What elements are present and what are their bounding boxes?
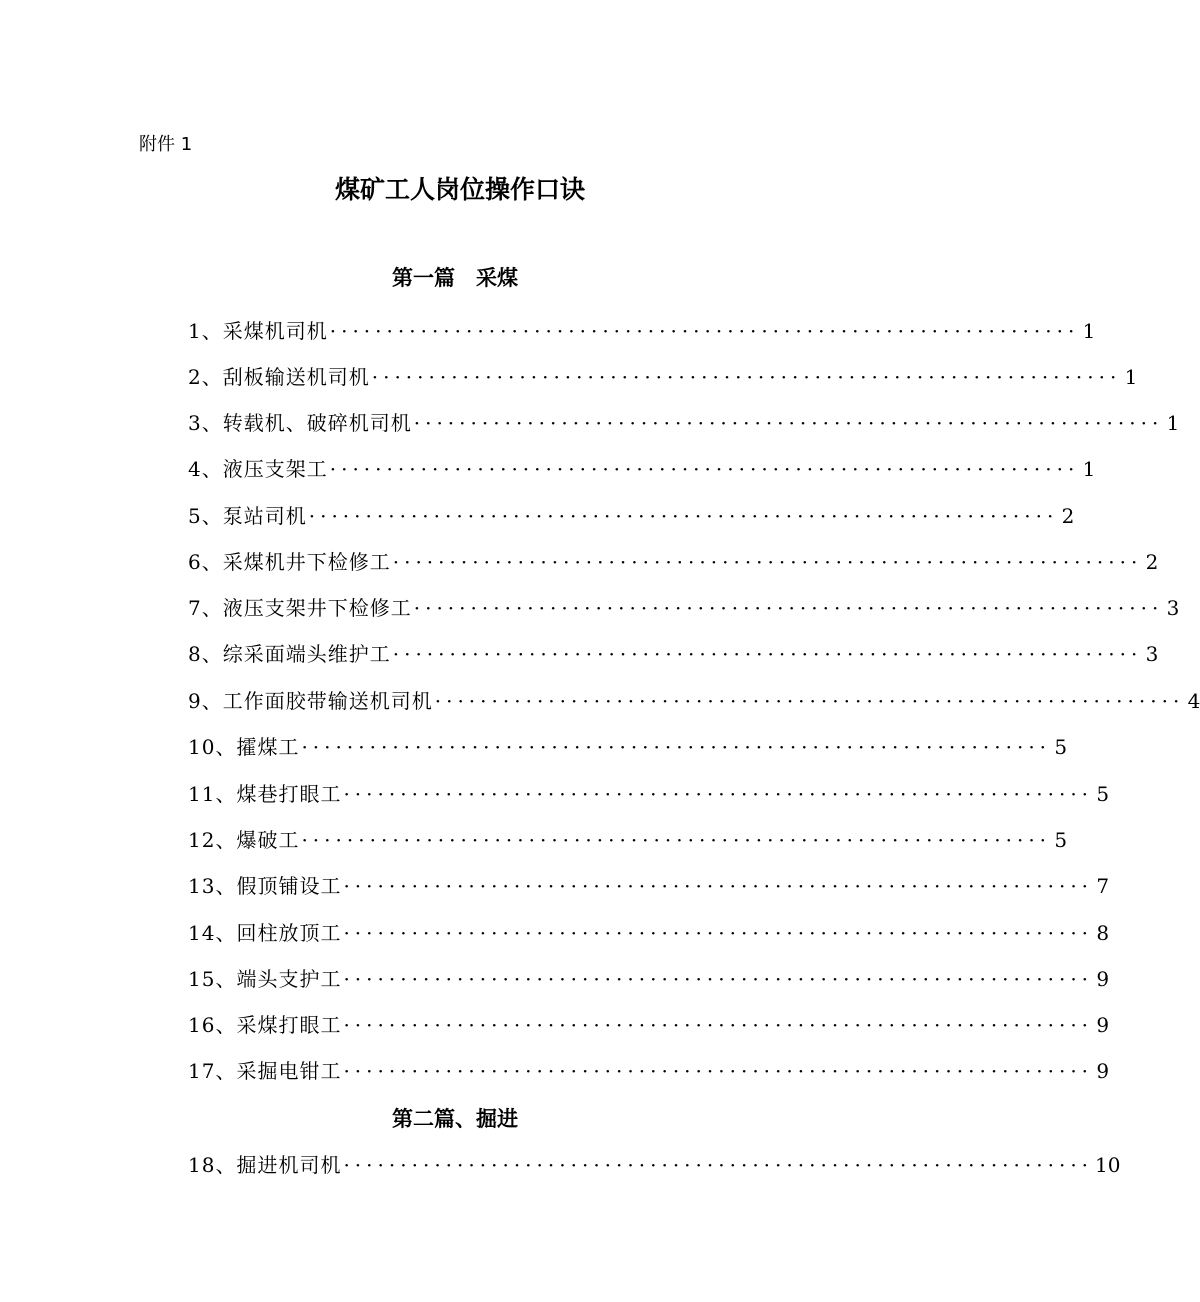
toc-entry-page: 2 — [1145, 550, 1159, 574]
toc-entry[interactable] — [188, 731, 1068, 761]
toc-entry-page: 5 — [1096, 782, 1110, 806]
toc-entry-label: 2、刮板输送机司机 — [188, 365, 370, 389]
toc-leader-dots: ·································································· — [413, 411, 1164, 435]
toc-entry[interactable] — [188, 315, 1096, 345]
section-heading: 第二篇、掘进 — [392, 1106, 518, 1131]
toc-entry-page: 5 — [1054, 828, 1068, 852]
toc-entry[interactable] — [188, 963, 1110, 993]
toc-leader-dots: ·································································· — [343, 874, 1094, 898]
toc-entry-page: 5 — [1054, 735, 1068, 759]
toc-entry-label: 15、端头支护工 — [188, 967, 342, 991]
toc-entry[interactable] — [188, 500, 1075, 530]
toc-leader-dots: ·································································· — [343, 921, 1094, 945]
toc-leader-dots: ·································································· — [434, 689, 1185, 713]
toc-entry-page: 9 — [1096, 1059, 1110, 1083]
toc-entry-label: 7、液压支架井下检修工 — [188, 596, 412, 620]
toc-leader-dots: ·································································· — [329, 319, 1080, 343]
toc-entry-label: 14、回柱放顶工 — [188, 921, 342, 945]
toc-entry-page: 3 — [1166, 596, 1180, 620]
toc-entry-label: 8、综采面端头维护工 — [188, 642, 391, 666]
toc-leader-dots: ·································································· — [343, 1059, 1094, 1083]
toc-leader-dots: ·································································· — [392, 642, 1143, 666]
toc-entry[interactable] — [188, 592, 1180, 622]
toc-entry-label: 4、液压支架工 — [188, 457, 328, 481]
toc-entry-label: 6、采煤机井下检修工 — [188, 550, 391, 574]
toc-leader-dots: ·································································· — [343, 1153, 1094, 1177]
toc-entry[interactable] — [188, 685, 1200, 715]
toc-entry-label: 5、泵站司机 — [188, 504, 307, 528]
toc-entry[interactable] — [188, 824, 1068, 854]
document-title: 煤矿工人岗位操作口诀 — [334, 175, 585, 204]
toc-entry[interactable] — [188, 361, 1138, 391]
toc-entry[interactable] — [188, 453, 1096, 483]
toc-entry-page: 7 — [1096, 874, 1110, 898]
toc-leader-dots: ·································································· — [301, 828, 1052, 852]
toc-entry[interactable] — [188, 1009, 1110, 1039]
toc-entry-page: 1 — [1166, 411, 1180, 435]
toc-entry-label: 11、煤巷打眼工 — [188, 782, 342, 806]
toc-leader-dots: ·································································· — [343, 1013, 1094, 1037]
toc-entry-page: 2 — [1061, 504, 1075, 528]
toc-entry[interactable] — [188, 638, 1159, 668]
toc-leader-dots: ·································································· — [308, 504, 1059, 528]
toc-entry-label: 1、采煤机司机 — [188, 319, 328, 343]
toc-leader-dots: ·································································· — [343, 967, 1094, 991]
toc-entry-label: 10、攉煤工 — [188, 735, 300, 759]
toc-entry[interactable] — [188, 1149, 1121, 1179]
toc-entry-page: 9 — [1096, 967, 1110, 991]
toc-entry-page: 8 — [1096, 921, 1110, 945]
toc-entry-page: 4 — [1187, 689, 1200, 713]
toc-entry[interactable] — [188, 407, 1180, 437]
toc-entry-label: 12、爆破工 — [188, 828, 300, 852]
toc-entry[interactable] — [188, 546, 1159, 576]
toc-entry-label: 17、采掘电钳工 — [188, 1059, 342, 1083]
toc-entry[interactable] — [188, 1055, 1110, 1085]
toc-leader-dots: ·································································· — [329, 457, 1080, 481]
toc-entry[interactable] — [188, 778, 1110, 808]
toc-entry-label: 13、假顶铺设工 — [188, 874, 342, 898]
toc-entry-page: 9 — [1096, 1013, 1110, 1037]
toc-leader-dots: ·································································· — [301, 735, 1052, 759]
toc-entry-page: 3 — [1145, 642, 1159, 666]
toc-entry-page: 1 — [1082, 457, 1096, 481]
toc-entry[interactable] — [188, 917, 1110, 947]
toc-entry-page: 1 — [1124, 365, 1138, 389]
toc-entry-label: 9、工作面胶带输送机司机 — [188, 689, 433, 713]
toc-entry-label: 18、掘进机司机 — [188, 1153, 342, 1177]
toc-leader-dots: ·································································· — [371, 365, 1122, 389]
toc-entry-label: 3、转载机、破碎机司机 — [188, 411, 412, 435]
section-heading: 第一篇 采煤 — [392, 265, 518, 290]
toc-leader-dots: ·································································· — [392, 550, 1143, 574]
toc-leader-dots: ·································································· — [413, 596, 1164, 620]
attachment-label: 附件 1 — [139, 134, 193, 155]
toc-entry-page: 1 — [1082, 319, 1096, 343]
toc-leader-dots: ·································································· — [343, 782, 1094, 806]
toc-entry-label: 16、采煤打眼工 — [188, 1013, 342, 1037]
toc-entry[interactable] — [188, 870, 1110, 900]
toc-entry-page: 10 — [1095, 1153, 1121, 1177]
